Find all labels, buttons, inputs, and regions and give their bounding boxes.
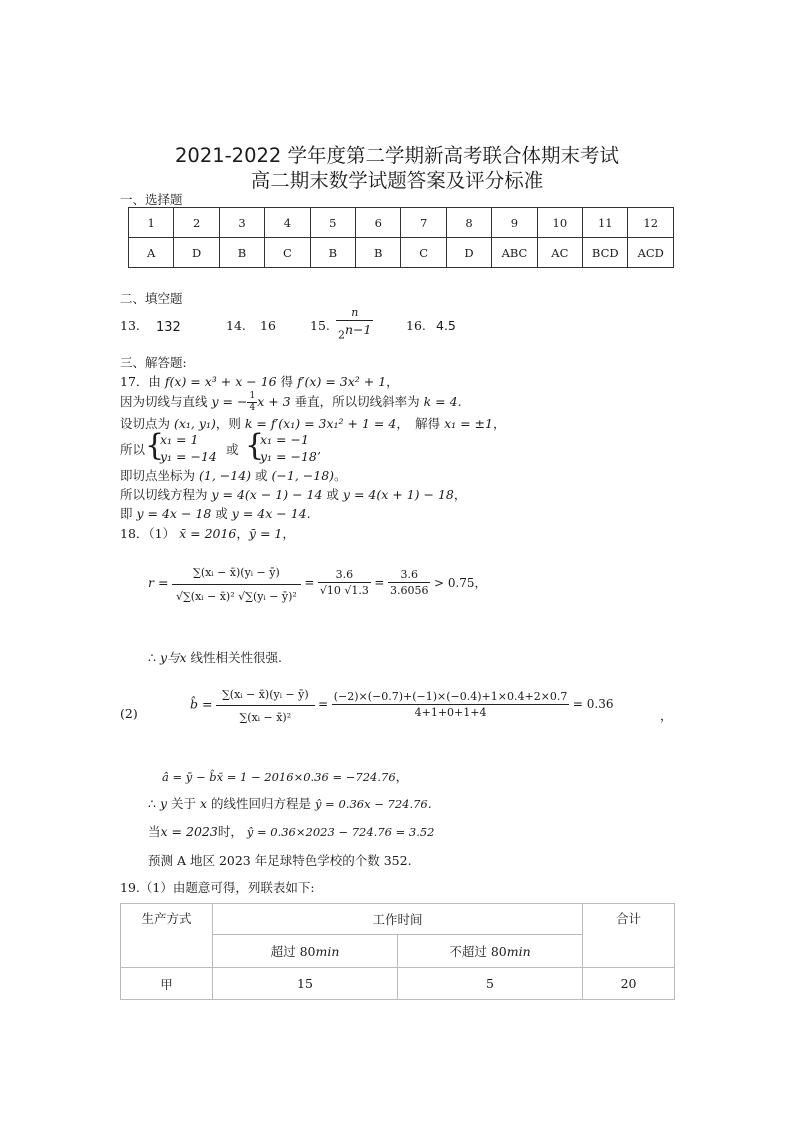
reg-guanyu: 关于 bbox=[170, 796, 196, 811]
choice-answer-table bbox=[128, 207, 674, 268]
when-calc: ŷ = 0.36×2023 − 724.76 = 3.52 bbox=[246, 825, 435, 839]
q17-l6-p1: (1, −14) bbox=[199, 468, 252, 483]
when-c: 时， bbox=[217, 824, 243, 839]
q17-l2-b: 垂直，所以切线斜率为 bbox=[294, 394, 420, 409]
section-fill-heading: 二、填空题 bbox=[120, 291, 183, 306]
header-time: 工作时间 bbox=[213, 904, 583, 935]
q-answer: B bbox=[219, 238, 264, 268]
fill-q15-fraction bbox=[336, 306, 373, 342]
b-denominator: ∑(xᵢ − x̄)² bbox=[239, 711, 292, 724]
q-answer: D bbox=[446, 238, 491, 268]
title-line-2: 高二期末数学试题答案及评分标准 bbox=[250, 169, 544, 192]
q18-xbar: x̄ = 2016 bbox=[179, 526, 237, 541]
reg-period: . bbox=[427, 796, 432, 811]
q-num: 4 bbox=[265, 208, 310, 238]
b-lhs: b̂ = bbox=[190, 696, 213, 712]
system-brace-1: { bbox=[145, 428, 165, 463]
q-num: 3 bbox=[219, 208, 264, 238]
fill-q13-label: 13. bbox=[120, 318, 140, 333]
fill-q15-label: 15. bbox=[310, 318, 330, 333]
q18-l1-sep: ， bbox=[236, 526, 249, 541]
when-x: x = 2023 bbox=[160, 824, 218, 839]
row-not-over: 5 bbox=[398, 968, 583, 1000]
q17-s2-top: x₁ = −1 bbox=[260, 432, 309, 447]
r-lhs: r = bbox=[148, 575, 169, 590]
fill-q15-denominator: 2 bbox=[338, 328, 345, 342]
q-num: 5 bbox=[310, 208, 355, 238]
slope-formula: b̂ = $\frac{\text{∑(xᵢ − x̄)(yᵢ − ȳ)}}{\text{∑(xᵢ − x̄)²}}$ = $\frac{(-2)\times(-0.7)+(-1)\times(-0.4)+1\times 0.4+2\times 0.7}{4+1+0+1+4}$ = 0.36 bbox=[190, 684, 614, 724]
choice-answer-row bbox=[129, 238, 674, 268]
q17-l3-sol: x₁ = ±1 bbox=[444, 416, 493, 431]
b-mid-num: (−2)×(−0.7)+(−1)×(−0.4)+1×0.4+2×0.7 bbox=[333, 689, 568, 703]
q-num: 8 bbox=[446, 208, 491, 238]
row-over: 15 bbox=[213, 968, 398, 1000]
correlation-formula: r = $\frac{\text{∑(xᵢ − x̄)(yᵢ − ȳ)}}{\text{√∑(xᵢ − x̄)² √∑(yᵢ − ȳ)²}}$ = $\frac{3.6}{√10 √1.3}$ = $\frac{3.6}{3.6056}$ > 0.75， bbox=[148, 562, 487, 603]
q19-intro: 19.（1）由题意可得，列联表如下: bbox=[120, 880, 315, 895]
a-eq: â = ȳ − b̂x̄ = 1 − 2016×0.36 = −724.76 bbox=[162, 770, 396, 784]
q17-l6-p2: (−1, −18) bbox=[271, 468, 335, 483]
q17-line-1 bbox=[120, 372, 399, 390]
prediction-line: 预测 A 地区 2023 年足球特色学校的个数 352. bbox=[148, 853, 412, 868]
q17-fx: f(x) = x³ + x − 16 bbox=[164, 374, 277, 389]
header-not-over-80 bbox=[398, 935, 583, 968]
fill-q16-label: 16. bbox=[406, 318, 426, 333]
q17-l3-k: k = f′(x₁) = 3x₁² + 1 = 4 bbox=[244, 416, 397, 431]
q-num: 12 bbox=[628, 208, 674, 238]
fill-q15-numerator: n bbox=[336, 306, 373, 321]
q17-l3-a: 设切点为 bbox=[120, 416, 171, 431]
q17-l8-or: 或 bbox=[215, 506, 228, 521]
q17-l2-frac-num: 1 bbox=[249, 391, 256, 401]
r-mid2-num: 3.6 bbox=[388, 568, 431, 583]
q18-l1-a: 18．（1） bbox=[120, 526, 176, 541]
regression-line bbox=[148, 794, 432, 812]
q17-line-6 bbox=[120, 466, 347, 484]
q17-l3-pt: (x₁, y₁) bbox=[174, 416, 216, 431]
q17-l1-b: 得 bbox=[280, 374, 294, 389]
q-answer: A bbox=[129, 238, 174, 268]
q17-l7-b: ， bbox=[453, 487, 467, 502]
r-end: > 0.75， bbox=[433, 576, 487, 590]
q17-l8-e2: y = 4x − 14. bbox=[231, 506, 311, 521]
row-method: 甲 bbox=[121, 968, 213, 1000]
q17-s1-bot: y₁ = −14 bbox=[160, 449, 217, 464]
contingency-table bbox=[120, 903, 675, 1000]
header-total: 合计 bbox=[583, 904, 675, 968]
q18-conclusion-vars: y与x bbox=[159, 650, 187, 665]
reg-x: x bbox=[199, 796, 208, 811]
header-over-unit: min bbox=[315, 944, 340, 959]
therefore-symbol: ∴ bbox=[148, 650, 156, 665]
q17-l8-e1: y = 4x − 18 bbox=[136, 506, 212, 521]
q17-l2-frac-den: 4 bbox=[249, 403, 256, 413]
q17-l1-c: ， bbox=[386, 374, 399, 389]
q17-l8-a: 即 bbox=[120, 506, 133, 521]
header-over-80 bbox=[213, 935, 398, 968]
b-numerator: ∑(xᵢ − x̄)(yᵢ − ȳ) bbox=[216, 684, 315, 706]
when-a: 当 bbox=[148, 824, 161, 839]
q17-l2-a: 因为切线与直线 bbox=[120, 394, 208, 409]
table-row bbox=[121, 968, 675, 1000]
q-num: 9 bbox=[492, 208, 537, 238]
q17-l4-a: 所以 bbox=[120, 442, 146, 457]
q17-s2-bot: y₁ = −18’ bbox=[260, 449, 321, 464]
q17-l6-a: 即切点坐标为 bbox=[120, 468, 196, 483]
q-answer: B bbox=[310, 238, 355, 268]
q-num: 7 bbox=[401, 208, 446, 238]
q-answer: BCD bbox=[583, 238, 628, 268]
reg-y: y bbox=[159, 796, 167, 811]
reg-equation: ŷ = 0.36x − 724.76 bbox=[315, 797, 428, 811]
reg-text: 的线性回归方程是 bbox=[211, 796, 312, 811]
q17-l7-a: 所以切线方程为 bbox=[120, 487, 208, 502]
b-mid-den: 4+1+0+1+4 bbox=[414, 705, 487, 719]
q-num: 1 bbox=[129, 208, 174, 238]
header-over-text: 超过 80 bbox=[270, 944, 316, 959]
q17-l6-or: 或 bbox=[255, 468, 268, 483]
q-answer: ABC bbox=[492, 238, 537, 268]
row-total: 20 bbox=[583, 968, 675, 1000]
q17-l4-or: 或 bbox=[226, 442, 239, 457]
section-solve-heading: 三、解答题: bbox=[120, 355, 187, 370]
intercept-line bbox=[162, 766, 408, 785]
r-mid2-den: 3.6056 bbox=[389, 584, 429, 597]
b-comma: ， bbox=[660, 708, 673, 723]
q17-l3-b: ，则 bbox=[215, 416, 241, 431]
q17-l7-e1: y = 4(x − 1) − 14 bbox=[211, 487, 323, 502]
q17-l1-a: 17．由 bbox=[120, 374, 161, 389]
q-num: 6 bbox=[356, 208, 401, 238]
q-answer: D bbox=[174, 238, 219, 268]
q17-line-2 bbox=[120, 392, 462, 413]
q18-line-1 bbox=[120, 524, 295, 542]
q17-l2-eq2: x + 3 bbox=[257, 394, 291, 409]
section-choice-heading: 一、选择题 bbox=[120, 192, 183, 207]
therefore-symbol-2: ∴ bbox=[148, 796, 156, 811]
q18-part2-label: (2) bbox=[120, 706, 138, 721]
q18-l1-end: ， bbox=[282, 526, 295, 541]
q-num: 11 bbox=[583, 208, 628, 238]
fill-q14-label: 14. bbox=[226, 318, 246, 333]
header-method: 生产方式 bbox=[121, 904, 213, 968]
q-answer: C bbox=[401, 238, 446, 268]
q17-l2-k: k = 4. bbox=[423, 394, 462, 409]
header-not-over-text: 不超过 80 bbox=[449, 944, 507, 959]
q18-conclusion-text: 线性相关性很强. bbox=[190, 650, 283, 665]
q17-l6-b: 。 bbox=[334, 468, 347, 483]
r-mid1-num: 3.6 bbox=[318, 568, 371, 583]
header-not-over-unit: min bbox=[506, 944, 531, 959]
q-answer: AC bbox=[537, 238, 582, 268]
q17-l7-or: 或 bbox=[326, 487, 339, 502]
q17-line-3 bbox=[120, 414, 506, 432]
r-mid1-den: √10 √1.3 bbox=[319, 584, 369, 597]
q18-ybar: ȳ = 1 bbox=[248, 526, 283, 541]
q17-fpx: f′(x) = 3x² + 1 bbox=[297, 374, 387, 389]
q17-line-8 bbox=[120, 504, 311, 522]
fill-q14-value: 16 bbox=[260, 318, 276, 333]
q-answer: B bbox=[356, 238, 401, 268]
title-line-1: 2021-2022 学年度第二学期新高考联合体期末考试 bbox=[175, 144, 619, 167]
r-denominator: √∑(xᵢ − x̄)² √∑(yᵢ − ȳ)² bbox=[175, 590, 297, 603]
when-line bbox=[148, 822, 435, 840]
choice-number-row bbox=[129, 208, 674, 238]
table-header-row bbox=[121, 904, 675, 935]
b-end: = 0.36 bbox=[572, 697, 614, 711]
fill-q13-value: 132 bbox=[156, 320, 181, 335]
q17-s1-top: x₁ = 1 bbox=[160, 432, 199, 447]
r-numerator: ∑(xᵢ − x̄)(yᵢ − ȳ) bbox=[172, 562, 301, 585]
q17-l3-d: ， bbox=[492, 416, 506, 431]
q17-line-7 bbox=[120, 485, 466, 503]
q17-l7-e2: y = 4(x + 1) − 18 bbox=[342, 487, 454, 502]
q17-l2-eq: y = − bbox=[211, 394, 248, 409]
q17-l3-c: ， 解得 bbox=[396, 416, 441, 431]
a-end: ， bbox=[395, 769, 409, 784]
fill-q15-exponent: n−1 bbox=[345, 322, 372, 337]
q18-conclusion bbox=[148, 648, 282, 666]
q-num: 2 bbox=[174, 208, 219, 238]
system-brace-2: { bbox=[245, 428, 265, 463]
q-answer: ACD bbox=[628, 238, 674, 268]
fill-q16-value: 4.5 bbox=[436, 318, 456, 333]
q-answer: C bbox=[265, 238, 310, 268]
q-num: 10 bbox=[537, 208, 582, 238]
